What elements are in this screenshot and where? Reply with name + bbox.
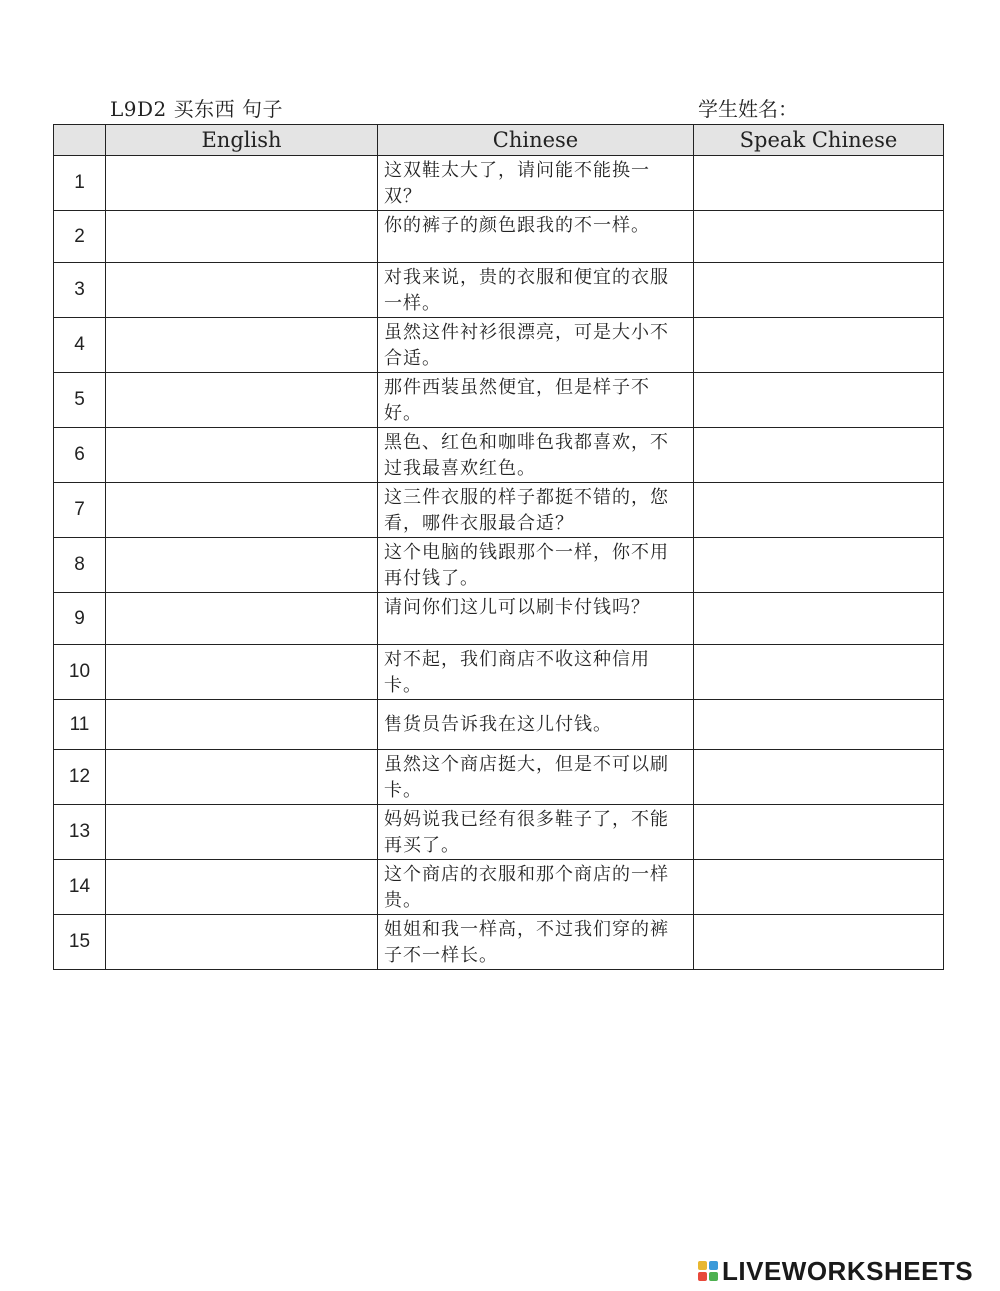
chinese-sentence: 黑色、红色和咖啡色我都喜欢，不过我最喜欢红色。 — [378, 428, 694, 483]
speak-chinese-cell[interactable] — [694, 700, 944, 750]
chinese-sentence: 请问你们这儿可以刷卡付钱吗？ — [378, 593, 694, 645]
student-name-label: 学生姓名： — [698, 97, 798, 121]
table-row — [54, 593, 944, 645]
english-answer-cell[interactable] — [106, 263, 378, 318]
table-row — [54, 750, 944, 805]
worksheet-header — [0, 93, 1000, 125]
worksheet-table — [53, 124, 944, 970]
liveworksheets-logo — [698, 1257, 973, 1285]
logo-text: LIVEWORKSHEETS — [722, 1255, 974, 1286]
speak-chinese-cell[interactable] — [694, 483, 944, 538]
speak-chinese-cell[interactable] — [694, 428, 944, 483]
chinese-sentence: 妈妈说我已经有很多鞋子了，不能再买了。 — [378, 805, 694, 860]
english-answer-cell[interactable] — [106, 593, 378, 645]
speak-chinese-cell[interactable] — [694, 915, 944, 970]
row-number: 15 — [54, 915, 106, 970]
english-answer-cell[interactable] — [106, 483, 378, 538]
chinese-sentence: 虽然这个商店挺大，但是不可以刷卡。 — [378, 750, 694, 805]
logo-square-yellow — [698, 1261, 707, 1270]
chinese-sentence: 对我来说，贵的衣服和便宜的衣服一样。 — [378, 263, 694, 318]
chinese-sentence: 你的裤子的颜色跟我的不一样。 — [378, 211, 694, 263]
table-row — [54, 263, 944, 318]
speak-chinese-cell[interactable] — [694, 211, 944, 263]
row-number: 6 — [54, 428, 106, 483]
column-header-number — [54, 125, 106, 156]
row-number: 2 — [54, 211, 106, 263]
chinese-sentence: 对不起，我们商店不收这种信用卡。 — [378, 645, 694, 700]
english-answer-cell[interactable] — [106, 156, 378, 211]
chinese-sentence: 虽然这件衬衫很漂亮，可是大小不合适。 — [378, 318, 694, 373]
logo-mark-icon — [698, 1261, 718, 1281]
row-number: 4 — [54, 318, 106, 373]
worksheet-title: L9D2 买东西 句子 — [110, 97, 283, 121]
table-row — [54, 483, 944, 538]
english-answer-cell[interactable] — [106, 428, 378, 483]
column-header-chinese: Chinese — [378, 125, 694, 156]
english-answer-cell[interactable] — [106, 805, 378, 860]
chinese-sentence: 售货员告诉我在这儿付钱。 — [378, 700, 694, 750]
chinese-sentence: 姐姐和我一样高，不过我们穿的裤子不一样长。 — [378, 915, 694, 970]
table-row — [54, 805, 944, 860]
english-answer-cell[interactable] — [106, 318, 378, 373]
row-number: 10 — [54, 645, 106, 700]
english-answer-cell[interactable] — [106, 915, 378, 970]
row-number: 3 — [54, 263, 106, 318]
chinese-sentence: 这双鞋太大了，请问能不能换一双？ — [378, 156, 694, 211]
table-row — [54, 211, 944, 263]
table-row — [54, 428, 944, 483]
english-answer-cell[interactable] — [106, 750, 378, 805]
speak-chinese-cell[interactable] — [694, 645, 944, 700]
row-number: 12 — [54, 750, 106, 805]
column-header-english: English — [106, 125, 378, 156]
english-answer-cell[interactable] — [106, 373, 378, 428]
table-row — [54, 538, 944, 593]
logo-square-red — [698, 1272, 707, 1281]
table-body — [54, 156, 944, 970]
english-answer-cell[interactable] — [106, 538, 378, 593]
chinese-sentence: 这三件衣服的样子都挺不错的，您看，哪件衣服最合适？ — [378, 483, 694, 538]
chinese-sentence: 这个商店的衣服和那个商店的一样贵。 — [378, 860, 694, 915]
row-number: 5 — [54, 373, 106, 428]
table-row — [54, 373, 944, 428]
chinese-sentence: 这个电脑的钱跟那个一样，你不用再付钱了。 — [378, 538, 694, 593]
english-answer-cell[interactable] — [106, 211, 378, 263]
row-number: 7 — [54, 483, 106, 538]
row-number: 14 — [54, 860, 106, 915]
table-row — [54, 860, 944, 915]
table-row — [54, 156, 944, 211]
table-row — [54, 915, 944, 970]
speak-chinese-cell[interactable] — [694, 263, 944, 318]
column-header-speak-chinese: Speak Chinese — [694, 125, 944, 156]
table-header-row — [54, 125, 944, 156]
row-number: 1 — [54, 156, 106, 211]
english-answer-cell[interactable] — [106, 645, 378, 700]
chinese-sentence: 那件西装虽然便宜，但是样子不好。 — [378, 373, 694, 428]
table-row — [54, 318, 944, 373]
table-row — [54, 645, 944, 700]
row-number: 13 — [54, 805, 106, 860]
speak-chinese-cell[interactable] — [694, 318, 944, 373]
row-number: 11 — [54, 700, 106, 750]
speak-chinese-cell[interactable] — [694, 538, 944, 593]
speak-chinese-cell[interactable] — [694, 805, 944, 860]
speak-chinese-cell[interactable] — [694, 750, 944, 805]
speak-chinese-cell[interactable] — [694, 156, 944, 211]
english-answer-cell[interactable] — [106, 860, 378, 915]
speak-chinese-cell[interactable] — [694, 860, 944, 915]
table-row — [54, 700, 944, 750]
logo-square-green — [709, 1272, 718, 1281]
logo-square-blue — [709, 1261, 718, 1270]
row-number: 8 — [54, 538, 106, 593]
speak-chinese-cell[interactable] — [694, 373, 944, 428]
english-answer-cell[interactable] — [106, 700, 378, 750]
speak-chinese-cell[interactable] — [694, 593, 944, 645]
row-number: 9 — [54, 593, 106, 645]
